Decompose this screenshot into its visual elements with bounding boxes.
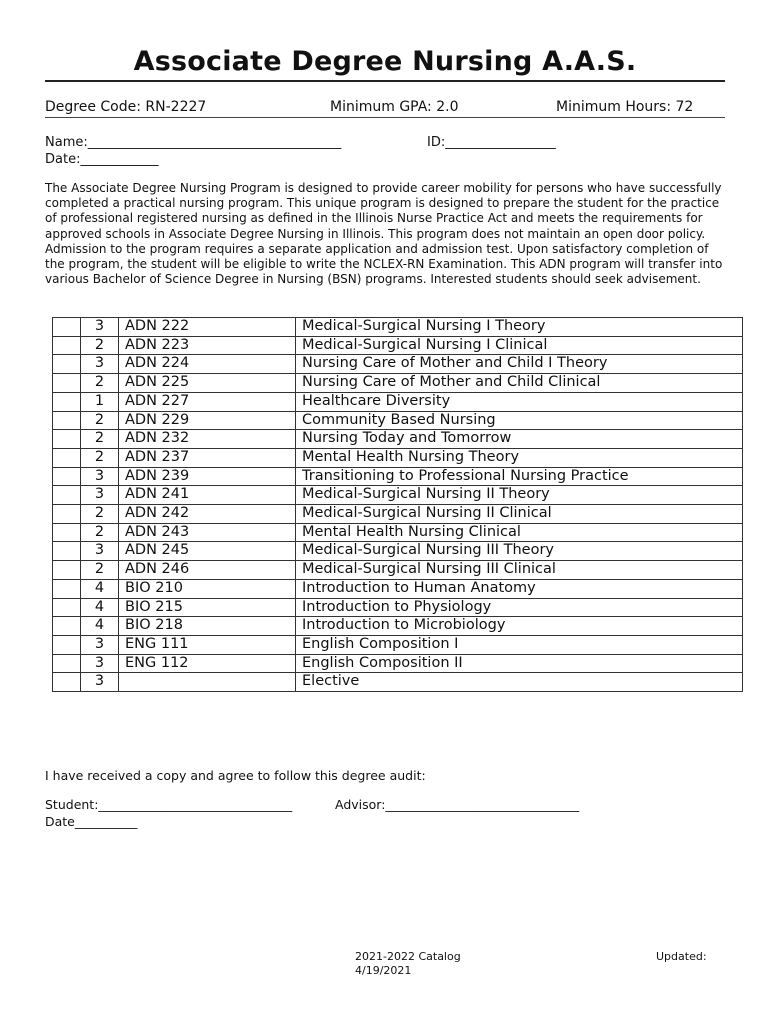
course-hours: 2 [81, 448, 119, 467]
program-description: The Associate Degree Nursing Program is designed to provide career mobility for persons who have successfully completed a practical nursing program. This unique program is designed to prepare the student for the practice of professional registered nursing as defined in the Illinois Nurse Practice Act and meets the requirements for approved schools in Associate Degree Nursing in Illinois. This program does not maintain an open door policy. Admission to the program requires a separate application and admission test. Upon satisfactory completion of the program, the student will be eligible to write the NCLEX-RN Examination. This ADN program will transfer into various Bachelor of Science Degree in Nursing (BSN) programs. Interested students should seek advisement. [45, 181, 723, 287]
course-title: Healthcare Diversity [296, 392, 743, 411]
table-row [53, 542, 743, 561]
course-code: ENG 112 [119, 654, 296, 673]
course-code: BIO 218 [119, 617, 296, 636]
course-code: BIO 215 [119, 598, 296, 617]
course-title: Medical-Surgical Nursing I Clinical [296, 336, 743, 355]
course-title: English Composition I [296, 635, 743, 654]
course-code: ADN 241 [119, 486, 296, 505]
course-hours: 1 [81, 392, 119, 411]
table-row [53, 318, 743, 337]
table-row [53, 430, 743, 449]
course-checkbox-cell[interactable] [53, 617, 81, 636]
advisor-signature-field[interactable]: Advisor:_______________________________ [335, 797, 580, 812]
course-checkbox-cell[interactable] [53, 336, 81, 355]
course-code: ADN 225 [119, 374, 296, 393]
course-hours: 4 [81, 579, 119, 598]
course-code: ADN 239 [119, 467, 296, 486]
course-title: Medical-Surgical Nursing II Theory [296, 486, 743, 505]
course-checkbox-cell[interactable] [53, 673, 81, 692]
course-title: Nursing Today and Tomorrow [296, 430, 743, 449]
course-hours: 2 [81, 505, 119, 524]
table-row [53, 448, 743, 467]
course-hours: 3 [81, 635, 119, 654]
course-title: Transitioning to Professional Nursing Practice [296, 467, 743, 486]
course-code: ADN 224 [119, 355, 296, 374]
course-title: Introduction to Human Anatomy [296, 579, 743, 598]
table-row [53, 654, 743, 673]
date-field[interactable]: Date:____________ [45, 152, 159, 167]
page-title: Associate Degree Nursing A.A.S. [133, 46, 637, 77]
course-title: Medical-Surgical Nursing II Clinical [296, 505, 743, 524]
minimum-gpa: Minimum GPA: 2.0 [330, 99, 459, 115]
table-row [53, 523, 743, 542]
course-hours: 3 [81, 318, 119, 337]
course-hours: 2 [81, 411, 119, 430]
course-checkbox-cell[interactable] [53, 411, 81, 430]
meta-divider [45, 117, 725, 118]
course-hours: 2 [81, 374, 119, 393]
course-hours: 3 [81, 355, 119, 374]
course-checkbox-cell[interactable] [53, 486, 81, 505]
catalog-date: 4/19/2021 [355, 964, 412, 977]
course-title: Nursing Care of Mother and Child Clinical [296, 374, 743, 393]
course-checkbox-cell[interactable] [53, 355, 81, 374]
course-hours: 4 [81, 598, 119, 617]
degree-code: Degree Code: RN-2227 [45, 99, 207, 115]
table-row [53, 617, 743, 636]
course-code: ADN 222 [119, 318, 296, 337]
course-title: Medical-Surgical Nursing I Theory [296, 318, 743, 337]
course-code: ADN 229 [119, 411, 296, 430]
course-checkbox-cell[interactable] [53, 542, 81, 561]
table-row [53, 486, 743, 505]
course-hours: 2 [81, 430, 119, 449]
course-code: ADN 232 [119, 430, 296, 449]
updated-label: Updated: [656, 950, 707, 963]
course-hours: 3 [81, 467, 119, 486]
table-row [53, 392, 743, 411]
course-table [52, 317, 743, 692]
course-code: ADN 237 [119, 448, 296, 467]
course-checkbox-cell[interactable] [53, 430, 81, 449]
course-code: ADN 246 [119, 561, 296, 580]
title-divider [45, 80, 725, 82]
course-checkbox-cell[interactable] [53, 523, 81, 542]
course-title: Introduction to Physiology [296, 598, 743, 617]
course-code: BIO 210 [119, 579, 296, 598]
course-title: Introduction to Microbiology [296, 617, 743, 636]
course-code: ADN 242 [119, 505, 296, 524]
id-field[interactable]: ID:_________________ [427, 135, 556, 150]
course-code: ENG 111 [119, 635, 296, 654]
course-checkbox-cell[interactable] [53, 318, 81, 337]
course-checkbox-cell[interactable] [53, 561, 81, 580]
course-hours: 3 [81, 486, 119, 505]
course-code [119, 673, 296, 692]
table-row [53, 561, 743, 580]
table-row [53, 374, 743, 393]
course-title: Nursing Care of Mother and Child I Theory [296, 355, 743, 374]
course-title: English Composition II [296, 654, 743, 673]
course-code: ADN 227 [119, 392, 296, 411]
course-code: ADN 223 [119, 336, 296, 355]
table-row [53, 635, 743, 654]
table-row [53, 579, 743, 598]
table-row [53, 598, 743, 617]
acknowledgement-text: I have received a copy and agree to follow this degree audit: [45, 768, 426, 783]
course-checkbox-cell[interactable] [53, 392, 81, 411]
table-row [53, 336, 743, 355]
signature-date-field[interactable]: Date__________ [45, 814, 138, 829]
minimum-hours: Minimum Hours: 72 [556, 99, 694, 115]
course-hours: 4 [81, 617, 119, 636]
course-hours: 3 [81, 673, 119, 692]
course-hours: 2 [81, 336, 119, 355]
table-row [53, 673, 743, 692]
course-title: Medical-Surgical Nursing III Clinical [296, 561, 743, 580]
student-signature-field[interactable]: Student:_______________________________ [45, 797, 293, 812]
course-checkbox-cell[interactable] [53, 505, 81, 524]
course-checkbox-cell[interactable] [53, 654, 81, 673]
course-hours: 3 [81, 654, 119, 673]
course-checkbox-cell[interactable] [53, 635, 81, 654]
course-checkbox-cell[interactable] [53, 448, 81, 467]
course-checkbox-cell[interactable] [53, 598, 81, 617]
course-hours: 2 [81, 561, 119, 580]
table-row [53, 467, 743, 486]
course-checkbox-cell[interactable] [53, 579, 81, 598]
table-row [53, 505, 743, 524]
course-code: ADN 243 [119, 523, 296, 542]
table-row [53, 411, 743, 430]
course-title: Mental Health Nursing Clinical [296, 523, 743, 542]
course-hours: 2 [81, 523, 119, 542]
table-row [53, 355, 743, 374]
course-checkbox-cell[interactable] [53, 467, 81, 486]
course-checkbox-cell[interactable] [53, 374, 81, 393]
catalog-year: 2021-2022 Catalog [355, 950, 461, 963]
course-title: Community Based Nursing [296, 411, 743, 430]
course-code: ADN 245 [119, 542, 296, 561]
course-title: Medical-Surgical Nursing III Theory [296, 542, 743, 561]
course-title: Mental Health Nursing Theory [296, 448, 743, 467]
name-field[interactable]: Name:_______________________________________ [45, 135, 342, 150]
course-hours: 3 [81, 542, 119, 561]
course-title: Elective [296, 673, 743, 692]
